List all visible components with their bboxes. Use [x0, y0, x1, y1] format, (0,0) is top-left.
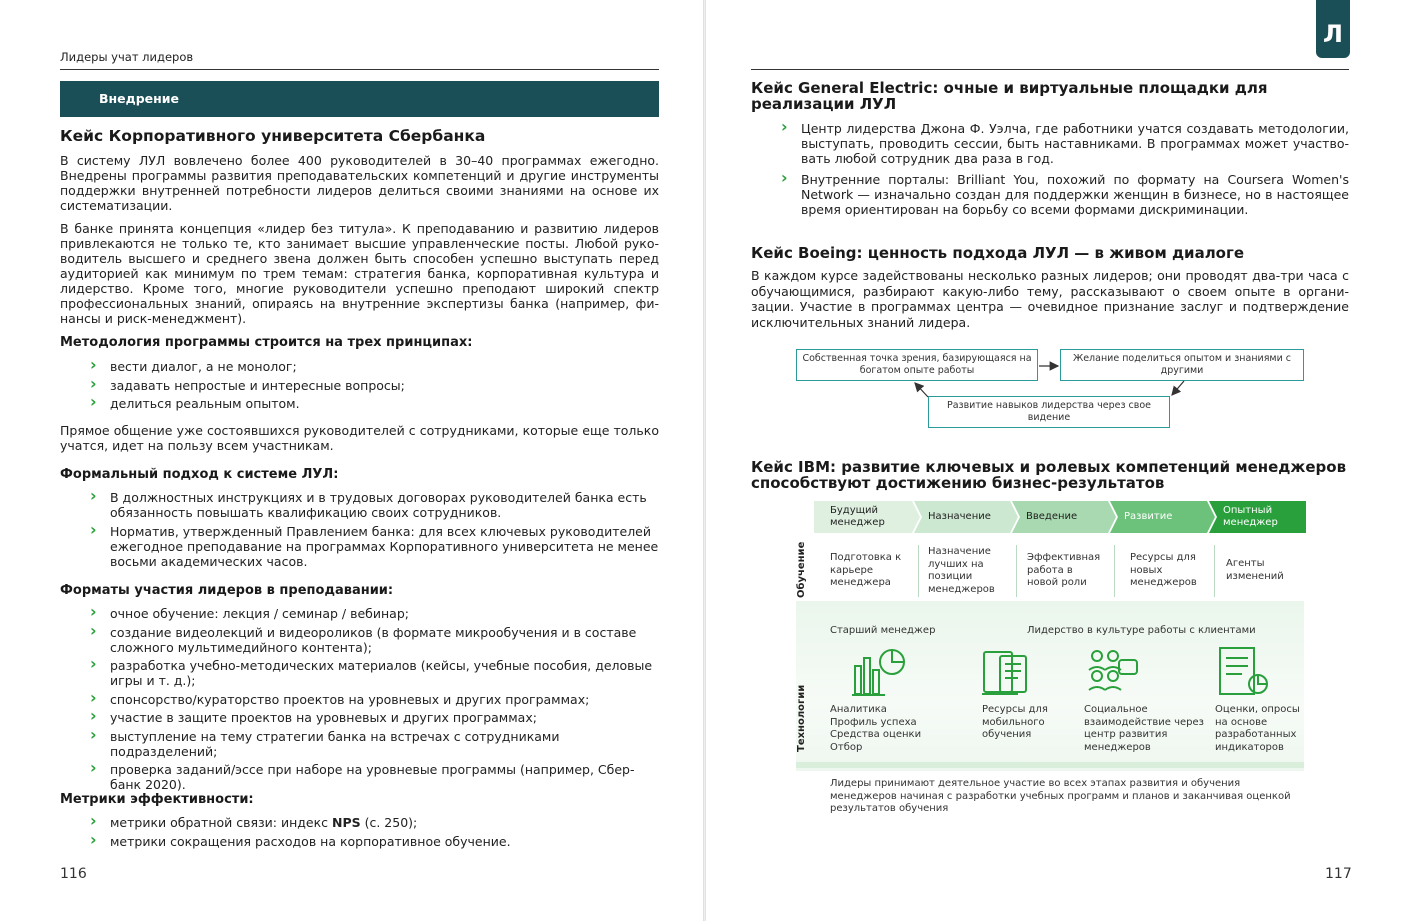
senior-manager-label: Старший менеджер: [830, 625, 936, 636]
learning-cell: Агенты изменений: [1226, 558, 1284, 582]
nps-label: NPS: [332, 815, 361, 830]
learning-cell: Подготовка к карьере менеджера: [830, 552, 902, 588]
list-item: › создание видеолекций и видеороликов (в формате микрообучения и в составе сложного мультимедийного контента);: [90, 625, 659, 655]
tech-cell: Аналитика Профиль успеха Средства оценки Отбор: [830, 704, 922, 753]
divider: [1214, 545, 1215, 597]
list-item: › метрики сокращения расходов на корпоративное обучение.: [90, 833, 659, 852]
customer-leadership-label: Лидерство в культуре работы с клиентами: [1027, 625, 1256, 636]
mobile-resources-icon: [978, 644, 1036, 700]
header-rule: [751, 69, 1349, 70]
methodology-list: [90, 358, 659, 414]
list-item: [90, 814, 659, 833]
running-head: Лидеры учат лидеров: [60, 50, 194, 64]
metrics-list: [90, 814, 659, 851]
learning-cell: Ресурсы для новых менеджеров: [1130, 552, 1197, 588]
list-item: › В должностных инструкциях и в трудовых договорах руководителей банка есть обязанность повышать квалификацию своих сотрудников.: [90, 490, 659, 520]
left-page: [0, 0, 703, 921]
paragraph-2: В банке принята концепция «лидер без титула». К преподаванию и развитию лидеров привлекаются не только те, кто занимает высшие управленческие посты. Любой руководитель высшего и среднего звена должен быть способен успешно выступать перед аудиторией как минимум по трем темам: стратегия банка, корпоративная культура и лидерство. Кроме того, многие руководители успешно преподают широкий спектр профессиональных знаний, опираясь на внутренние экспертизы банка (например, финансы и риск-менеджмент).: [60, 221, 659, 326]
formal-heading: Формальный подход к системе ЛУЛ:: [60, 467, 339, 482]
metrics-item-1-ref: (с. 250);: [360, 815, 418, 830]
case-title-ge: Кейс General Electric: очные и виртуальные площадки для реализации ЛУЛ: [751, 79, 1268, 113]
ibm-diagram-band: [796, 762, 1304, 768]
stage-experienced-manager: Опытный менеджер: [1223, 505, 1278, 528]
case-title-sberbank: Кейс Корпоративного университета Сбербанка: [60, 127, 486, 145]
tech-cell: Оценки, опросы на основе разработанных индикаторов: [1215, 704, 1300, 753]
flow-arrows: [706, 340, 1410, 440]
paragraph-1: В систему ЛУЛ вовлечено более 400 руководителей в 30–40 программах ежегодно. Внедрены программы развития преподавательских компетенций и другие инструменты поддержки внутренней потребности лидеров делиться своими знаниями на основе их систематизации.: [60, 153, 659, 213]
list-item: › разработка учебно-методических материалов (кейсы, учебные пособия, деловые игры и т. д.);: [90, 658, 659, 688]
tech-cell: Социальное взаимодействие через центр развития менеджеров: [1084, 704, 1204, 753]
list-item: › очное обучение: лекция / семинар / вебинар;: [90, 606, 659, 621]
social-network-icon: [1083, 644, 1141, 700]
divider: [918, 545, 919, 597]
formats-heading: Форматы участия лидеров в преподавании:: [60, 583, 394, 598]
paragraph-3: Прямое общение уже состоявшихся руководителей с сотрудниками, которые еще только учатся, идет на пользу всем участникам.: [60, 423, 659, 453]
list-item: › делиться реальным опытом.: [90, 395, 659, 414]
ibm-footer-note: Лидеры принимают деятельное участие во всех этапах развития и обучения менеджеров начиная с разработки учебных программ и планов и заканчивая оценкой результатов обучения: [830, 778, 1291, 814]
analytics-icon: [849, 644, 907, 700]
formal-list: [90, 490, 659, 569]
list-item: › Внутренние порталы: Brilliant You, похожий по формату на Coursera Women's Network — изначально создан для поддержки женщин в бизнесе, но в настоящее время ориентирован на борьбу со всеми формами дискриминации.: [781, 172, 1349, 217]
metrics-item-1-text: метрики обратной связи: индекс: [110, 815, 332, 830]
stage-development: Развитие: [1124, 511, 1173, 522]
stage-onboarding: Введение: [1026, 511, 1078, 522]
section-bar: [60, 81, 659, 117]
section-tab-letter: Л: [1323, 20, 1343, 48]
divider: [1016, 545, 1017, 597]
stage-future-manager: Будущий менеджер: [830, 505, 885, 528]
list-item: › участие в защите проектов на уровневых и других программах;: [90, 710, 659, 725]
stage-appointment: Назначение: [928, 511, 991, 522]
list-item: › проверка заданий/эссе при наборе на уровневые программы (например, Сбербанк 2020).: [90, 762, 659, 792]
ge-list: [781, 121, 1349, 217]
flow-box-share: Желание поделиться опытом и знаниями с другими: [1060, 349, 1304, 381]
right-page: [706, 0, 1410, 921]
header-rule: [60, 69, 659, 70]
methodology-heading: Методология программы строится на трех принципах:: [60, 335, 473, 350]
list-item: › Норматив, утвержденный Правлением банка: для всех ключевых руководителей ежегодное преподавание на программах Корпоративного университета не менее восьми академических часов.: [90, 524, 659, 569]
page-number-left: 116: [60, 866, 87, 882]
list-item: › вести диалог, а не монолог;: [90, 358, 659, 377]
page-number-right: 117: [1325, 866, 1352, 882]
metrics-heading: Метрики эффективности:: [60, 792, 254, 807]
tech-cell: Ресурсы для мобильного обучения: [982, 704, 1048, 740]
list-item: › спонсорство/кураторство проектов на уровневых и других программах;: [90, 692, 659, 707]
list-item: › задавать непростые и интересные вопросы;: [90, 377, 659, 396]
section-tab: [1316, 0, 1350, 58]
survey-icon: [1214, 644, 1272, 700]
case-title-boeing: Кейс Boeing: ценность подхода ЛУЛ — в живом диалоге: [751, 244, 1244, 262]
learning-cell: Назначение лучших на позиции менеджеров: [928, 546, 995, 595]
flow-box-viewpoint: Собственная точка зрения, базирующаяся на богатом опыте работы: [796, 349, 1038, 381]
flow-box-development: Развитие навыков лидерства через свое видение: [928, 396, 1170, 428]
section-bar-label: Внедрение: [99, 91, 180, 106]
list-item: › Центр лидерства Джона Ф. Уэлча, где работники учатся создавать методологии, выступать, проводить сессии, быть наставниками. В программах может участвовать любой сотрудник два раза в год.: [781, 121, 1349, 166]
list-item: › выступление на тему стратегии банка на встречах с сотрудниками подразделений;: [90, 729, 659, 759]
learning-cell: Эффективная работа в новой роли: [1027, 552, 1101, 588]
divider: [1114, 545, 1115, 597]
technology-label: Технологии: [796, 684, 807, 752]
learning-label: Обучение: [796, 541, 807, 598]
formats-list: [90, 606, 659, 792]
case-title-ibm: Кейс IBM: развитие ключевых и ролевых компетенций менеджеров способствуют достижению бизнес-результатов: [751, 458, 1347, 492]
boeing-paragraph: В каждом курсе задействованы несколько разных лидеров; они проводят два-три часа с обучающимися, разбирают какую-либо тему, рассказывают о своем опыте в организации. Участие в программах центра — очевидное признание заслуг и подтверждение исключительных знаний лидера.: [751, 268, 1349, 330]
